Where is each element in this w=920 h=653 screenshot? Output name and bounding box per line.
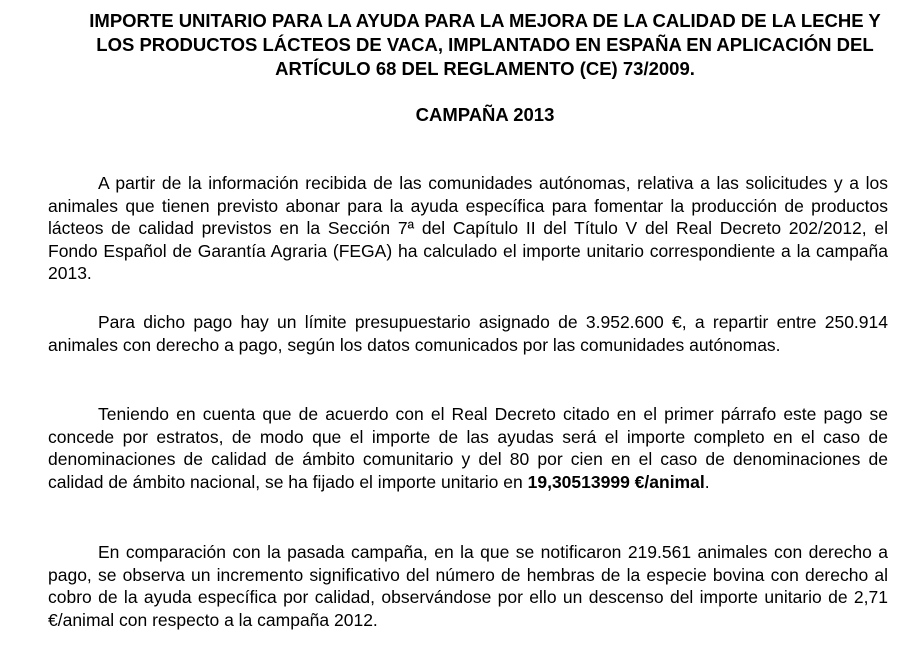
paragraph-intro: A partir de la información recibida de las comunidades autónomas, relativa a las solicitudes y a los animales que tienen previsto abonar para la ayuda específica para fomentar la producción de productos lácteos de calidad previstos en la Sección 7ª del Capítulo II del Título V del Real Decreto 202/2012, el Fondo Español de Garantía Agraria (FEGA) ha calculado el importe unitario correspondiente a la campaña 2013. xyxy=(48,173,888,284)
document-title: IMPORTE UNITARIO PARA LA AYUDA PARA LA MEJORA DE LA CALIDAD DE LA LECHE Y LOS PRODUCTOS LÁCTEOS DE VACA, IMPLANTADO EN ESPAÑA EN APLICACIÓN DEL ARTÍCULO 68 DEL REGLAMENTO (CE) 73/2009. xyxy=(89,10,881,79)
paragraph-calculation-end: . xyxy=(704,471,710,492)
paragraph-calculation xyxy=(48,403,888,493)
paragraph-budget: Para dicho pago hay un límite presupuestario asignado de 3.952.600 €, a repartir entre 250.914 animales con derecho a pago, según los datos comunicados por las comunidades autónomas. xyxy=(48,312,888,355)
unit-amount: 19,30513999 €/animal xyxy=(527,471,705,492)
paragraph-comparison: En comparación con la pasada campaña, en la que se notificaron 219.561 animales con derecho a pago, se observa un incremento significativo del número de hembras de la especie bovina con derecho al cobro de la ayuda específica por calidad, observándose por ello un descenso del importe unitario de 2,71 €/animal con respecto a la campaña 2012. xyxy=(48,542,888,630)
paragraph-calculation-text: Teniendo en cuenta que de acuerdo con el Real Decreto citado en el primer párrafo este pago se concede por estratos, de modo que el importe de las ayudas será el importe completo en el caso de denominaciones de calidad de ámbito comunitario y del 80 por cien en el caso de denominaciones de calidad de ámbito nacional, se ha fijado el importe unitario en xyxy=(48,404,888,492)
campaign-heading: CAMPAÑA 2013 xyxy=(415,104,555,125)
